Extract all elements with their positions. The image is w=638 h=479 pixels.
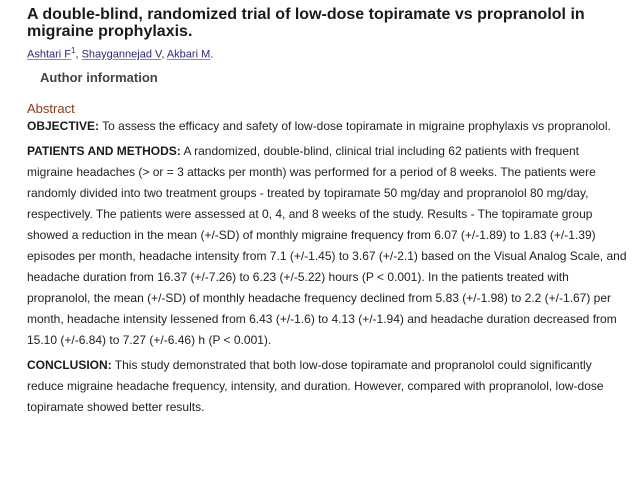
objective-paragraph [27, 116, 627, 137]
conclusion-text: This study demonstrated that both low-dose topiramate and propranolol could significantly reduce migraine headache frequency, intensity, and duration. However, compared with propranolol, low-dose topiramate showed better results. [27, 357, 604, 414]
author-separator: . [210, 48, 214, 61]
objective-label: OBJECTIVE: [27, 118, 100, 133]
author-information-toggle[interactable]: Author information [40, 69, 158, 85]
author-affiliation-marker: 1 [71, 46, 76, 55]
author-link-shaygannejad[interactable]: Shaygannejad V [81, 48, 162, 61]
author-list [27, 44, 624, 62]
methods-paragraph [27, 141, 627, 351]
methods-text: A randomized, double-blind, clinical trial including 62 patients with frequent migraine headaches (> or = 3 attacks per month) was performed for a period of 8 weeks. The patients were randomly divided into two treatment groups - treated by topiramate 50 mg/day and propranolol 80 mg/day, respectively. The patients were assessed at 0, 4, and 8 weeks of the study. Results - The topiramate group showed a reduction in the mean (+/-SD) of monthly migraine frequency from 6.07 (+/-1.89) to 1.83 (+/-1.39) episodes per month, headache intensity from 7.1 (+/-1.45) to 3.67 (+/-2.1) based on the Visual Analog Scale, and headache duration from 16.37 (+/-7.26) to 6.23 (+/-5.22) hours (P < 0.001). In the patients treated with propranolol, the mean (+/-SD) of monthly headache frequency declined from 5.83 (+/-1.98) to 2.2 (+/-1.67) per month, headache intensity lessened from 6.43 (+/-1.6) to 4.13 (+/-1.94) and headache duration decreased from 15.10 (+/-6.84) to 7.27 (+/-6.46) h (P < 0.001). [27, 143, 627, 347]
author-link-akbari[interactable]: Akbari M [166, 48, 211, 61]
author-separator: , [75, 48, 82, 61]
conclusion-label: CONCLUSION: [27, 357, 112, 372]
author-link-ashtari[interactable]: Ashtari F [27, 48, 72, 61]
conclusion-paragraph [27, 355, 627, 418]
methods-label: PATIENTS AND METHODS: [27, 143, 181, 158]
objective-text: To assess the efficacy and safety of low-dose topiramate in migraine prophylaxis vs propranolol. [99, 118, 611, 133]
abstract-heading: Abstract [27, 100, 75, 116]
author-separator: , [161, 48, 167, 61]
article-title: A double-blind, randomized trial of low-dose topiramate vs propranolol in migraine prophylaxis. [27, 6, 585, 40]
